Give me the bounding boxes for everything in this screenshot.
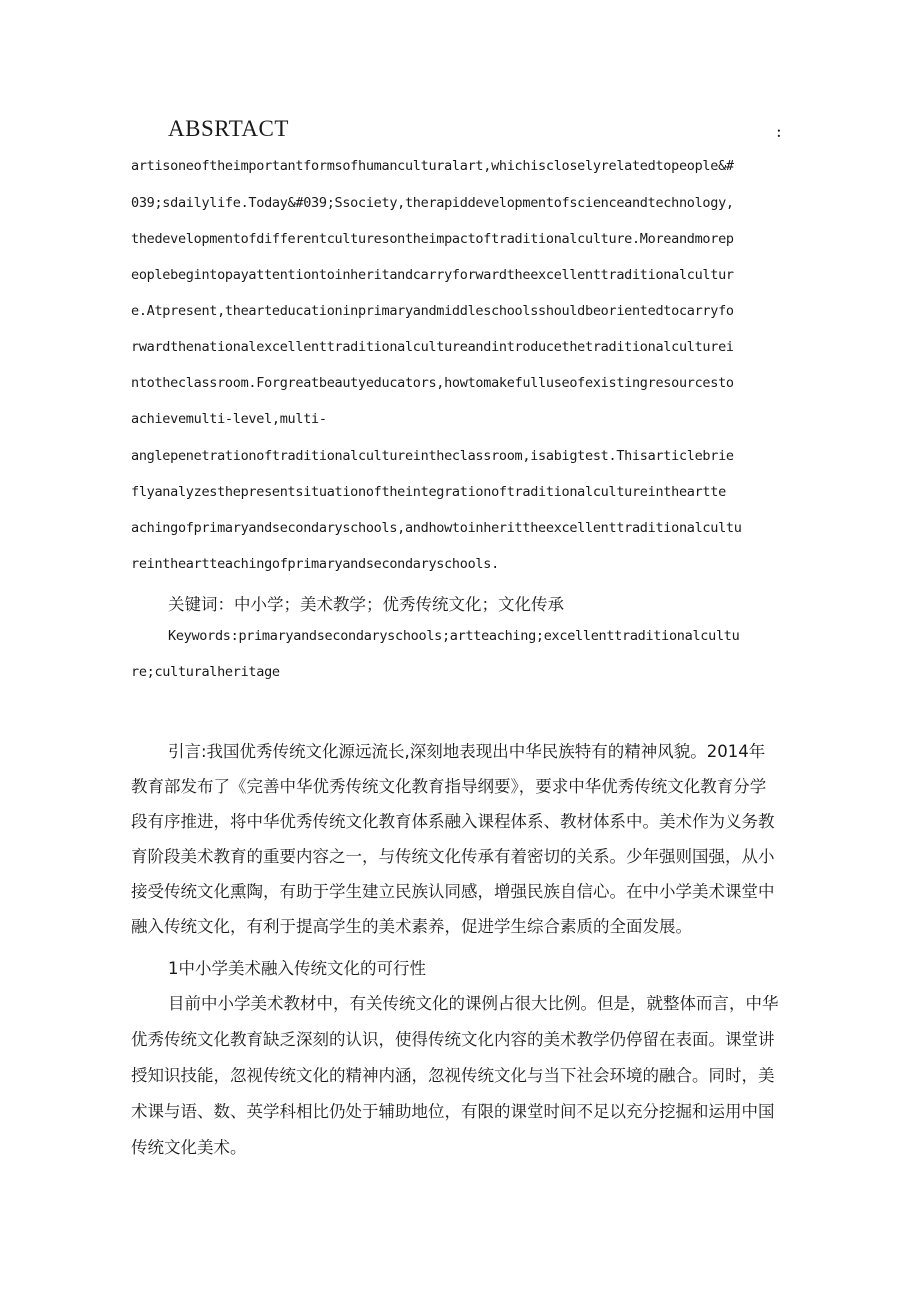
- keywords-english-line: re;culturalheritage: [131, 664, 280, 680]
- abstract-line: thedevelopmentofdifferentculturesontheimpactoftraditionalculture.Moreandmorep: [131, 231, 734, 247]
- intro-line: 育阶段美术教育的重要内容之一，与传统文化传承有着密切的关系。少年强则国强，从小: [131, 847, 775, 866]
- abstract-line: ntotheclassroom.Forgreatbeautyeducators,howtomakefulluseofexistingresourcesto: [131, 375, 734, 391]
- abstract-line: artisoneoftheimportantformsofhumanculturalart,whichiscloselyrelatedtopeople&#: [131, 158, 734, 174]
- section-line: 目前中小学美术教材中，有关传统文化的课例占很大比例。但是，就整体而言，中华: [168, 994, 779, 1013]
- keywords-english-line: Keywords:primaryandsecondaryschools;artteaching;excellenttraditionalcultu: [168, 628, 740, 644]
- abstract-title: ABSRTACT: [168, 116, 289, 141]
- abstract-line: anglepenetrationoftraditionalcultureintheclassroom,isabigtest.Thisarticlebrie: [131, 448, 734, 464]
- intro-line: 接受传统文化熏陶，有助于学生建立民族认同感，增强民族自信心。在中小学美术课堂中: [131, 882, 775, 901]
- abstract-line: eoplebegintopayattentiontoinheritandcarryforwardtheexcellenttraditionalcultur: [131, 267, 734, 283]
- abstract-title-colon: :: [776, 122, 782, 142]
- abstract-line: achievemulti-level,multi-: [131, 411, 327, 427]
- abstract-line: e.Atpresent,thearteducationinprimaryandmiddleschoolsshouldbeorientedtocarryfo: [131, 303, 734, 319]
- intro-line: 引言:我国优秀传统文化源远流长,深刻地表现出中华民族特有的精神风貌。2014年: [168, 742, 766, 761]
- intro-line: 段有序推进，将中华优秀传统文化教育体系融入课程体系、教材体系中。美术作为义务教: [131, 812, 775, 831]
- intro-line: 融入传统文化，有利于提高学生的美术素养，促进学生综合素质的全面发展。: [131, 917, 692, 936]
- section-line: 术课与语、数、英学科相比仍处于辅助地位，有限的课堂时间不足以充分挖掘和运用中国: [131, 1102, 775, 1121]
- abstract-line: reintheartteachingofprimaryandsecondaryschools.: [131, 556, 499, 572]
- section-line: 传统文化美术。: [131, 1138, 247, 1157]
- abstract-line: rwardthenationalexcellenttraditionalcultureandintroducethetraditionalculturei: [131, 339, 734, 355]
- intro-line: 教育部发布了《完善中华优秀传统文化教育指导纲要》，要求中华优秀传统文化教育分学: [131, 777, 767, 796]
- abstract-line: achingofprimaryandsecondaryschools,andhowtoinherittheexcellenttraditionalcultu: [131, 520, 742, 536]
- section-line: 优秀传统文化教育缺乏深刻的认识，使得传统文化内容的美术教学仍停留在表面。课堂讲: [131, 1030, 775, 1049]
- keywords-chinese: 关键词：中小学；美术教学；优秀传统文化；文化传承: [168, 595, 564, 614]
- abstract-line: flyanalyzesthepresentsituationoftheintegrationoftraditionalcultureintheartte: [131, 484, 726, 500]
- section-heading: 1中小学美术融入传统文化的可行性: [168, 959, 426, 978]
- abstract-line: 039;sdailylife.Today&#039;Ssociety,therapiddevelopmentofscienceandtechnology,: [131, 195, 734, 211]
- section-line: 授知识技能，忽视传统文化的精神内涵，忽视传统文化与当下社会环境的融合。同时，美: [131, 1066, 775, 1085]
